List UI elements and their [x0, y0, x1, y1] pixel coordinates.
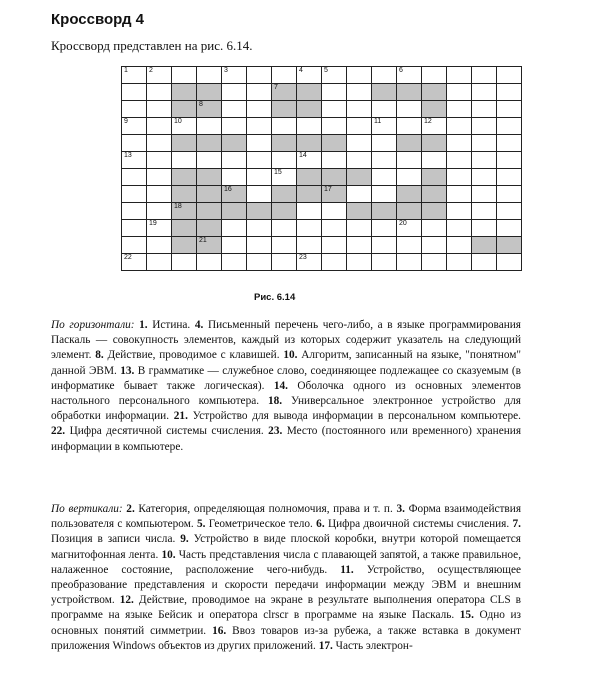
clue-text: Место (постоянного или временного) хранения информации в компьютере. [51, 425, 522, 453]
figure-caption: Рис. 6.14 [254, 292, 296, 303]
grid-cell[interactable] [446, 219, 472, 237]
grid-cell[interactable] [321, 236, 347, 254]
clue-number: 13 [124, 152, 132, 159]
grid-cell[interactable] [446, 66, 472, 84]
grid-cell[interactable] [121, 134, 147, 152]
grid-cell[interactable] [471, 117, 497, 135]
grid-cell-blocked [221, 185, 247, 203]
grid-cell[interactable] [196, 151, 222, 169]
grid-cell[interactable] [471, 185, 497, 203]
clue-number: 18 [174, 203, 182, 210]
clue-text: Оболочка одного из основных элементов настольного персонального компьютера. [51, 379, 522, 408]
grid-cell[interactable] [446, 253, 472, 271]
grid-cell[interactable] [396, 219, 422, 237]
grid-cell[interactable] [146, 66, 172, 84]
grid-cell-blocked [396, 83, 422, 101]
grid-cell[interactable] [346, 185, 372, 203]
grid-cell[interactable] [471, 253, 497, 271]
clue-number: 21 [199, 237, 207, 244]
clue-text: Действие, проводимое с клавишей. [107, 349, 280, 362]
grid-cell[interactable] [196, 66, 222, 84]
grid-cell[interactable] [221, 117, 247, 135]
grid-cell-blocked [171, 185, 197, 203]
grid-cell-blocked [421, 185, 447, 203]
grid-cell[interactable] [221, 100, 247, 118]
grid-cell-blocked [496, 236, 522, 254]
grid-cell[interactable] [221, 236, 247, 254]
down-heading: По вертикали: [51, 503, 123, 515]
grid-cell-blocked [271, 83, 297, 101]
grid-cell[interactable] [171, 151, 197, 169]
clue-text: Цифра десятичной системы счисления. [69, 425, 264, 438]
clue-number: 18. [267, 395, 283, 408]
grid-cell[interactable] [246, 83, 272, 101]
grid-cell-blocked [271, 134, 297, 152]
grid-cell-blocked [421, 83, 447, 101]
grid-cell-blocked [196, 236, 222, 254]
grid-cell[interactable] [496, 66, 522, 84]
grid-cell[interactable] [421, 66, 447, 84]
grid-cell[interactable] [496, 219, 522, 237]
grid-cell[interactable] [421, 236, 447, 254]
grid-cell[interactable] [496, 202, 522, 220]
grid-cell[interactable] [496, 253, 522, 271]
grid-cell[interactable] [421, 151, 447, 169]
grid-cell[interactable] [121, 202, 147, 220]
grid-cell-blocked [171, 202, 197, 220]
grid-cell[interactable] [471, 83, 497, 101]
clue-text: Цифра двоичной системы счисления. [327, 518, 510, 531]
grid-cell[interactable] [121, 151, 147, 169]
grid-cell-blocked [246, 202, 272, 220]
clue-number: 16 [224, 186, 232, 193]
grid-cell[interactable] [446, 202, 472, 220]
grid-cell[interactable] [321, 202, 347, 220]
grid-cell[interactable] [171, 66, 197, 84]
grid-cell[interactable] [371, 117, 397, 135]
grid-cell[interactable] [171, 117, 197, 135]
grid-cell[interactable] [246, 134, 272, 152]
grid-cell-blocked [421, 134, 447, 152]
clue-number: 7. [512, 518, 521, 531]
clue-number: 14. [273, 379, 288, 392]
grid-cell[interactable] [396, 117, 422, 135]
clue-text: Позиция в записи числа. [51, 533, 176, 546]
clue-text: Алгоритм, записанный на языке, "понятном" данной ЭВМ. [51, 349, 522, 377]
grid-cell-blocked [196, 100, 222, 118]
grid-cell[interactable] [221, 219, 247, 237]
clue-text: Форма взаимодействия пользователя с компьютером. [51, 503, 522, 531]
grid-cell[interactable] [271, 66, 297, 84]
grid-cell[interactable] [271, 151, 297, 169]
grid-cell[interactable] [246, 100, 272, 118]
clue-text: В грамматике — служебное слово, соединяющее подлежащее со сказуемым (в информатике бывает также логическая). [51, 364, 521, 392]
clue-number: 1 [124, 67, 128, 74]
clue-number: 6 [399, 67, 403, 74]
grid-cell[interactable] [146, 151, 172, 169]
grid-cell-blocked [321, 168, 347, 186]
grid-cell-blocked [196, 168, 222, 186]
grid-cell[interactable] [496, 134, 522, 152]
grid-cell[interactable] [446, 83, 472, 101]
grid-cell[interactable] [471, 219, 497, 237]
grid-cell[interactable] [346, 236, 372, 254]
grid-cell[interactable] [371, 66, 397, 84]
grid-cell[interactable] [346, 134, 372, 152]
grid-cell[interactable] [496, 185, 522, 203]
grid-cell-blocked [196, 219, 222, 237]
grid-cell[interactable] [471, 202, 497, 220]
grid-cell[interactable] [421, 219, 447, 237]
intro-text: Кроссворд представлен на рис. 6.14. [51, 38, 253, 53]
grid-cell[interactable] [121, 100, 147, 118]
grid-cell[interactable] [371, 236, 397, 254]
clue-number: 14 [299, 152, 307, 159]
clue-number: 8 [199, 101, 203, 108]
grid-cell[interactable] [146, 236, 172, 254]
across-clues [51, 318, 521, 455]
grid-cell[interactable] [271, 168, 297, 186]
grid-cell[interactable] [196, 253, 222, 271]
clue-number: 15. [459, 609, 474, 622]
grid-cell-blocked [421, 202, 447, 220]
grid-cell[interactable] [246, 168, 272, 186]
grid-cell-blocked [221, 202, 247, 220]
grid-cell[interactable] [296, 202, 322, 220]
clue-number: 7 [274, 84, 278, 91]
grid-cell[interactable] [246, 151, 272, 169]
clue-number: 10. [283, 349, 298, 362]
grid-cell[interactable] [246, 185, 272, 203]
grid-cell[interactable] [321, 151, 347, 169]
grid-cell[interactable] [146, 185, 172, 203]
grid-cell[interactable] [371, 185, 397, 203]
clue-number: 4. [194, 319, 204, 331]
clue-number: 20 [399, 220, 407, 227]
clue-number: 10. [161, 548, 176, 561]
clue-number: 6. [316, 518, 325, 531]
grid-cell[interactable] [496, 151, 522, 169]
grid-cell[interactable] [496, 117, 522, 135]
grid-cell[interactable] [346, 151, 372, 169]
grid-cell[interactable] [446, 151, 472, 169]
clue-text: Часть электрон- [335, 639, 413, 652]
clue-number: 8. [95, 349, 104, 362]
grid-cell-blocked [196, 83, 222, 101]
grid-cell-blocked [346, 168, 372, 186]
grid-cell-blocked [296, 134, 322, 152]
grid-cell-blocked [396, 134, 422, 152]
grid-cell-blocked [171, 168, 197, 186]
clue-number: 12. [119, 594, 134, 607]
clue-number: 15 [274, 169, 282, 176]
clue-text: Часть представления числа с плавающей запятой, а также правильное, налаженное состояние, расположение чего-нибудь. [51, 548, 522, 576]
clue-text: Письменный перечень чего-либо, а в языке программирования Паскаль — совокупность элементов, каждый из которых содержит указатель на следующий элемент. [51, 319, 522, 362]
grid-cell[interactable] [121, 168, 147, 186]
grid-cell[interactable] [221, 83, 247, 101]
grid-cell-blocked [371, 202, 397, 220]
grid-cell[interactable] [296, 66, 322, 84]
grid-cell[interactable] [321, 117, 347, 135]
clue-number: 2 [149, 67, 153, 74]
grid-cell-blocked [296, 83, 322, 101]
grid-cell[interactable] [346, 117, 372, 135]
clue-text: Устройство для вывода информации в персональном компьютере. [192, 410, 522, 423]
grid-cell-blocked [271, 185, 297, 203]
grid-cell[interactable] [121, 219, 147, 237]
grid-cell-blocked [421, 168, 447, 186]
across-heading: По горизонтали: [51, 319, 135, 331]
grid-cell[interactable] [296, 219, 322, 237]
clue-number: 17 [324, 186, 332, 193]
grid-cell[interactable] [396, 66, 422, 84]
clue-number: 19 [149, 220, 157, 227]
page-title: Кроссворд 4 [51, 11, 144, 28]
grid-cell[interactable] [246, 66, 272, 84]
grid-cell[interactable] [446, 236, 472, 254]
grid-cell[interactable] [446, 100, 472, 118]
grid-cell[interactable] [271, 219, 297, 237]
grid-cell[interactable] [471, 66, 497, 84]
grid-cell[interactable] [271, 253, 297, 271]
grid-cell[interactable] [346, 219, 372, 237]
clue-number: 9. [180, 533, 189, 546]
grid-cell-blocked [196, 185, 222, 203]
grid-cell[interactable] [446, 117, 472, 135]
grid-cell[interactable] [146, 202, 172, 220]
grid-cell[interactable] [371, 100, 397, 118]
grid-cell[interactable] [446, 168, 472, 186]
clue-number: 11 [374, 118, 382, 125]
clue-number: 16. [212, 624, 227, 637]
grid-cell[interactable] [321, 66, 347, 84]
grid-cell[interactable] [471, 168, 497, 186]
grid-cell[interactable] [296, 236, 322, 254]
grid-cell[interactable] [296, 151, 322, 169]
clue-text: Одно из основных понятий симметрии. [51, 609, 521, 637]
grid-cell[interactable] [471, 134, 497, 152]
grid-cell[interactable] [196, 117, 222, 135]
grid-cell[interactable] [496, 100, 522, 118]
grid-cell-blocked [321, 185, 347, 203]
clue-number: 17. [318, 639, 333, 652]
grid-cell-blocked [196, 134, 222, 152]
clue-number: 22. [51, 425, 66, 438]
clue-number: 21. [173, 410, 188, 423]
clue-number: 3 [224, 67, 228, 74]
grid-cell[interactable] [296, 253, 322, 271]
grid-cell[interactable] [396, 236, 422, 254]
grid-cell[interactable] [146, 168, 172, 186]
grid-cell[interactable] [121, 236, 147, 254]
clue-text: Устройство в виде плоской коробки, внутри которой помещается магнитофонная лента. [51, 533, 522, 561]
grid-cell-blocked [171, 100, 197, 118]
grid-cell-blocked [321, 134, 347, 152]
clue-number: 9 [124, 118, 128, 125]
grid-cell-blocked [371, 83, 397, 101]
grid-cell[interactable] [121, 253, 147, 271]
grid-cell-blocked [296, 168, 322, 186]
grid-cell[interactable] [171, 253, 197, 271]
grid-cell[interactable] [371, 168, 397, 186]
grid-cell[interactable] [321, 100, 347, 118]
clue-text: Геометрическое тело. [208, 518, 313, 531]
grid-cell[interactable] [121, 117, 147, 135]
grid-cell-blocked [421, 100, 447, 118]
clue-number: 2. [126, 503, 135, 515]
grid-cell[interactable] [246, 253, 272, 271]
grid-cell[interactable] [371, 151, 397, 169]
grid-cell-blocked [296, 185, 322, 203]
clue-text: Универсальное электронное устройство для обработки информации. [51, 395, 521, 423]
grid-cell-blocked [346, 202, 372, 220]
grid-cell[interactable] [221, 168, 247, 186]
clue-text: Действие, проводимое на экране в результате выполнения оператора CLS в программе на языке Бейсик и оператора clrscr в программе на языке Паскаль. [51, 594, 522, 622]
grid-cell[interactable] [346, 83, 372, 101]
grid-cell[interactable] [321, 253, 347, 271]
clue-text: Устройство, осуществляющее преобразование представления и скорости передачи информации между ЭВМ и внешним устройством. [51, 563, 522, 607]
grid-cell[interactable] [496, 168, 522, 186]
grid-cell[interactable] [346, 100, 372, 118]
grid-cell[interactable] [246, 117, 272, 135]
grid-cell[interactable] [146, 219, 172, 237]
grid-cell[interactable] [396, 253, 422, 271]
grid-cell-blocked [271, 100, 297, 118]
grid-cell[interactable] [346, 66, 372, 84]
clue-number: 13. [120, 364, 135, 377]
grid-cell[interactable] [146, 100, 172, 118]
grid-cell[interactable] [446, 185, 472, 203]
clue-number: 4 [299, 67, 303, 74]
grid-cell[interactable] [371, 253, 397, 271]
clue-number: 23 [299, 254, 307, 261]
grid-cell[interactable] [396, 100, 422, 118]
grid-cell[interactable] [421, 253, 447, 271]
grid-cell[interactable] [371, 134, 397, 152]
grid-cell[interactable] [321, 219, 347, 237]
grid-cell[interactable] [396, 168, 422, 186]
grid-cell[interactable] [221, 253, 247, 271]
grid-cell[interactable] [446, 134, 472, 152]
grid-cell[interactable] [146, 117, 172, 135]
grid-cell-blocked [171, 134, 197, 152]
grid-cell-blocked [171, 219, 197, 237]
grid-cell-blocked [396, 185, 422, 203]
grid-cell-blocked [396, 202, 422, 220]
grid-cell-blocked [196, 202, 222, 220]
grid-cell[interactable] [146, 253, 172, 271]
grid-cell[interactable] [421, 117, 447, 135]
down-clues [51, 502, 521, 654]
grid-cell-blocked [271, 202, 297, 220]
grid-cell[interactable] [121, 83, 147, 101]
grid-cell[interactable] [471, 100, 497, 118]
grid-cell-blocked [221, 134, 247, 152]
grid-cell[interactable] [296, 117, 322, 135]
grid-cell-blocked [171, 236, 197, 254]
clue-number: 5 [324, 67, 328, 74]
grid-cell[interactable] [246, 219, 272, 237]
clue-number: 11. [340, 563, 354, 576]
clue-number: 22 [124, 254, 132, 261]
clue-text: Категория, определяющая полномочия, права и т. п. [138, 503, 393, 515]
grid-cell[interactable] [246, 236, 272, 254]
grid-cell[interactable] [221, 66, 247, 84]
grid-cell[interactable] [496, 83, 522, 101]
clue-number: 1. [139, 319, 148, 331]
clue-text: Ввоз товаров из-за рубежа, а также вставка в документ приложения Windows объектов из других приложений. [51, 624, 521, 652]
grid-cell-blocked [296, 100, 322, 118]
clue-number: 23. [268, 425, 283, 438]
grid-cell[interactable] [121, 185, 147, 203]
clue-number: 12 [424, 118, 432, 125]
clue-number: 3. [396, 503, 405, 515]
grid-cell[interactable] [221, 151, 247, 169]
clue-number: 5. [196, 518, 206, 531]
clue-text: Истина. [152, 319, 191, 331]
grid-cell[interactable] [471, 151, 497, 169]
grid-cell[interactable] [271, 117, 297, 135]
grid-cell[interactable] [321, 83, 347, 101]
grid-cell-blocked [171, 83, 197, 101]
clue-number: 10 [174, 118, 182, 125]
grid-cell[interactable] [371, 219, 397, 237]
grid-cell[interactable] [146, 83, 172, 101]
grid-cell-blocked [471, 236, 497, 254]
grid-cell[interactable] [396, 151, 422, 169]
grid-cell[interactable] [346, 253, 372, 271]
grid-cell[interactable] [146, 134, 172, 152]
grid-cell[interactable] [271, 236, 297, 254]
grid-cell[interactable] [121, 66, 147, 84]
